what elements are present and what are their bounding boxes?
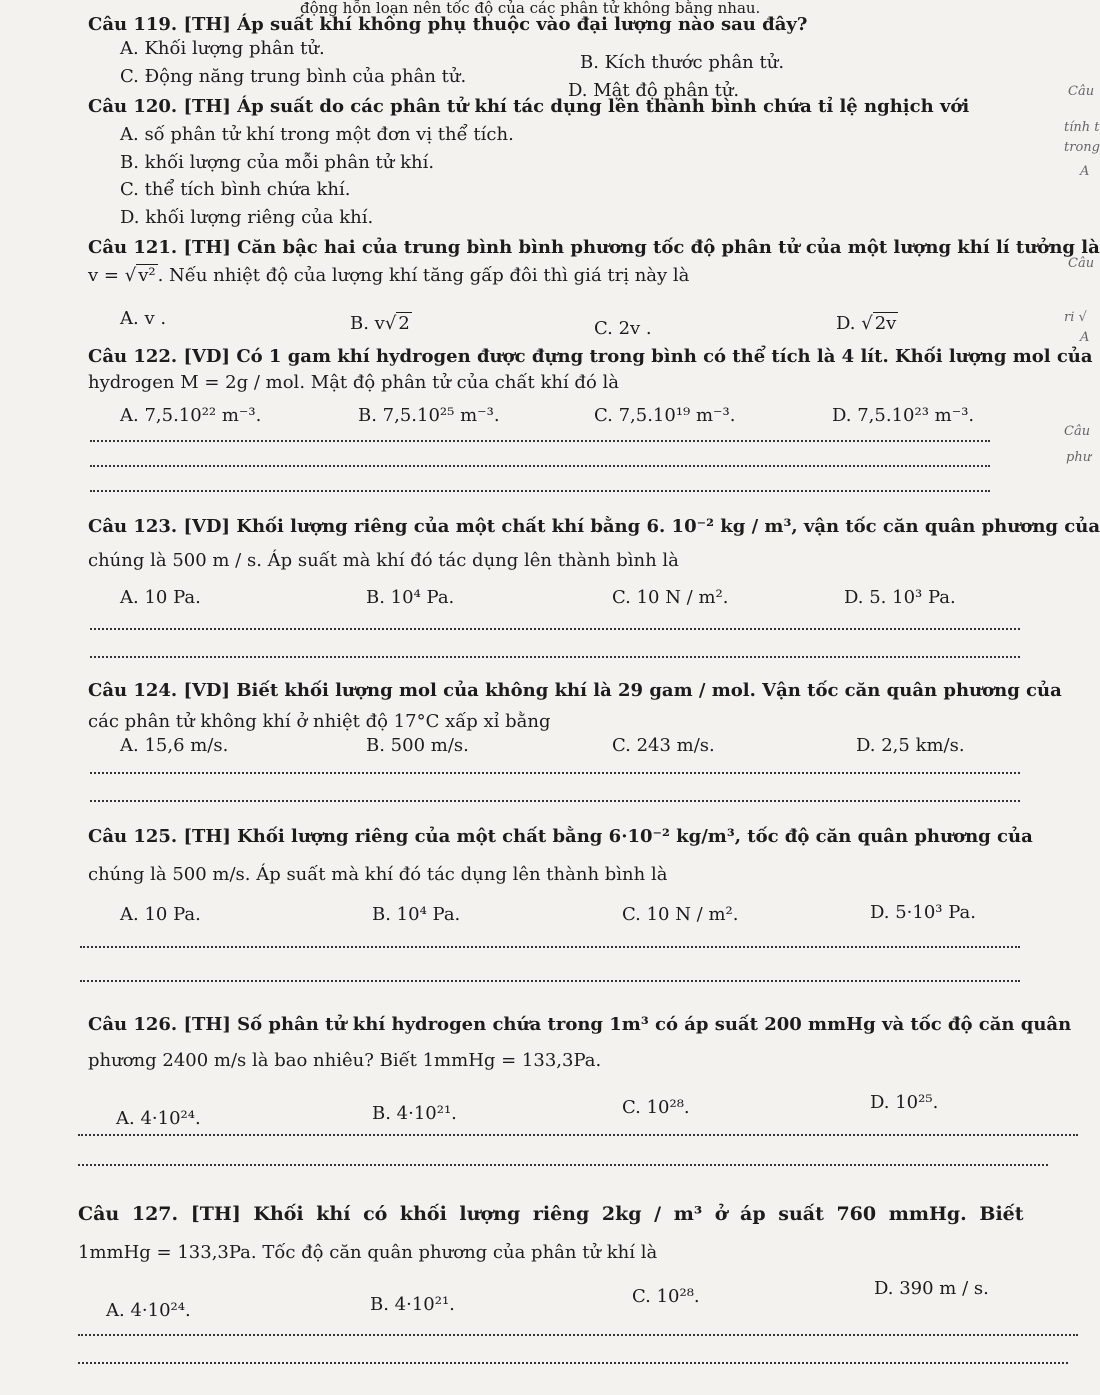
answer-line [90, 800, 1020, 802]
q121-option-d-radicand: 2v [874, 313, 897, 334]
sqrt-symbol: √ [384, 313, 397, 334]
question-122: Câu 122. [VD] Có 1 gam khí hydrogen được đựng trong bình có thể tích là 4 lít. Khối lượng mol của [88, 346, 1093, 367]
q127-option-a: A. 4·10²⁴. [106, 1300, 191, 1321]
margin-fragment: tính t [1064, 120, 1100, 135]
q121-option-d [836, 313, 898, 335]
answer-line [90, 440, 990, 442]
q127-option-d: D. 390 m / s. [874, 1278, 989, 1299]
q122-option-a: A. 7,5.10²² m⁻³. [120, 405, 262, 426]
question-120: Câu 120. [TH] Áp suất do các phân tử khí tác dụng lên thành bình chứa tỉ lệ nghịch với [88, 96, 970, 117]
q126-option-a: A. 4·10²⁴. [116, 1108, 201, 1129]
q126-option-c: C. 10²⁸. [622, 1097, 690, 1118]
question-121: Câu 121. [TH] Căn bậc hai của trung bình bình phương tốc độ phân tử của một lượng khí lí tưởng là [88, 237, 1100, 258]
margin-fragment: phư [1066, 450, 1092, 465]
q119-option-a: A. Khối lượng phân tử. [120, 38, 325, 59]
margin-fragment: trong [1064, 140, 1100, 155]
answer-line [78, 1134, 1078, 1136]
q125-option-b: B. 10⁴ Pa. [372, 904, 461, 925]
answer-line [78, 1164, 1048, 1166]
q121-line-2 [88, 265, 689, 287]
q120-option-b: B. khối lượng của mỗi phân tử khí. [120, 152, 435, 173]
answer-line [78, 1362, 1068, 1364]
q124-line-2: các phân tử không khí ở nhiệt độ 17°C xấp xỉ bằng [88, 711, 551, 732]
q125-option-c: C. 10 N / m². [622, 904, 739, 925]
q127-option-c: C. 10²⁸. [632, 1286, 700, 1307]
margin-fragment: Câu [1068, 84, 1095, 99]
q124-option-a: A. 15,6 m/s. [120, 735, 229, 756]
answer-line [90, 628, 1020, 630]
answer-line [90, 656, 1020, 658]
q124-option-c: C. 243 m/s. [612, 735, 715, 756]
q120-option-d: D. khối lượng riêng của khí. [120, 207, 374, 228]
q121-option-a: A. v . [120, 308, 167, 329]
q119-option-c: C. Động năng trung bình của phân tử. [120, 66, 467, 87]
margin-fragment: A [1080, 164, 1090, 179]
q125-option-a: A. 10 Pa. [120, 904, 201, 925]
q121-option-b [350, 313, 412, 335]
margin-fragment: ri √ [1064, 310, 1087, 325]
q121-option-d-prefix: D. [836, 313, 862, 334]
sqrt-symbol: √ [124, 265, 137, 286]
q122-option-c: C. 7,5.10¹⁹ m⁻³. [594, 405, 736, 426]
margin-fragment: Câu [1064, 424, 1091, 439]
q120-option-c: C. thể tích bình chứa khí. [120, 179, 351, 200]
q122-option-d: D. 7,5.10²³ m⁻³. [832, 405, 975, 426]
q122-line-2: hydrogen M = 2g / mol. Mật độ phân tử của chất khí đó là [88, 372, 619, 393]
answer-line [90, 772, 1020, 774]
question-126: Câu 126. [TH] Số phân tử khí hydrogen chứa trong 1m³ có áp suất 200 mmHg và tốc độ căn quân [88, 1014, 1072, 1035]
header-partial-line: động hỗn loạn nên tốc độ của các phân tử không bằng nhau. [300, 0, 761, 17]
question-125: Câu 125. [TH] Khối lượng riêng của một chất bằng 6·10⁻² kg/m³, tốc độ căn quân phương của [88, 826, 1033, 847]
q121-option-b-prefix: B. v [350, 313, 385, 334]
q123-option-d: D. 5. 10³ Pa. [844, 587, 956, 608]
answer-line [90, 490, 990, 492]
q125-option-d: D. 5·10³ Pa. [870, 902, 977, 923]
q121-option-c: C. 2v . [594, 318, 652, 339]
q124-option-d: D. 2,5 km/s. [856, 735, 965, 756]
q124-option-b: B. 500 m/s. [366, 735, 469, 756]
sqrt-symbol: √ [861, 313, 873, 334]
answer-line [80, 980, 1020, 982]
question-124: Câu 124. [VD] Biết khối lượng mol của không khí là 29 gam / mol. Vận tốc căn quân phương của [88, 680, 1062, 701]
q127-line-2: 1mmHg = 133,3Pa. Tốc độ căn quân phương của phân tử khí là [78, 1242, 658, 1263]
q123-option-a: A. 10 Pa. [120, 587, 201, 608]
margin-fragment: A [1080, 330, 1090, 345]
answer-line [78, 1334, 1078, 1336]
q121-formula-radicand: v² [138, 265, 156, 286]
q121-line-2-text: . Nếu nhiệt độ của lượng khí tăng gấp đôi thì giá trị này là [157, 265, 690, 286]
q123-option-c: C. 10 N / m². [612, 587, 729, 608]
q126-option-d: D. 10²⁵. [870, 1092, 939, 1113]
q120-option-a: A. số phân tử khí trong một đơn vị thể tích. [120, 124, 514, 145]
question-119: Câu 119. [TH] Áp suất khí không phụ thuộc vào đại lượng nào sau đây? [88, 14, 808, 35]
q119-option-d: D. Mật độ phân tử. [568, 80, 740, 101]
q123-option-b: B. 10⁴ Pa. [366, 587, 455, 608]
q121-formula-lhs: v = [88, 265, 125, 286]
q127-option-b: B. 4·10²¹. [370, 1294, 455, 1315]
answer-line [90, 465, 990, 467]
q125-line-2: chúng là 500 m/s. Áp suất mà khí đó tác dụng lên thành bình là [88, 864, 668, 885]
q123-line-2: chúng là 500 m / s. Áp suất mà khí đó tác dụng lên thành bình là [88, 550, 679, 571]
question-127: Câu 127. [TH] Khối khí có khối lượng riêng 2kg / m³ ở áp suất 760 mmHg. Biết [78, 1203, 1024, 1225]
answer-line [80, 946, 1020, 948]
q126-option-b: B. 4·10²¹. [372, 1103, 457, 1124]
margin-fragment: Câu [1068, 256, 1095, 271]
question-123: Câu 123. [VD] Khối lượng riêng của một chất khí bằng 6. 10⁻² kg / m³, vận tốc căn quân phương của [88, 516, 1100, 537]
q126-line-2: phương 2400 m/s là bao nhiêu? Biết 1mmHg = 133,3Pa. [88, 1050, 602, 1071]
q119-option-b: B. Kích thước phân tử. [580, 52, 785, 73]
q121-option-b-radicand: 2 [398, 313, 410, 334]
q122-option-b: B. 7,5.10²⁵ m⁻³. [358, 405, 500, 426]
